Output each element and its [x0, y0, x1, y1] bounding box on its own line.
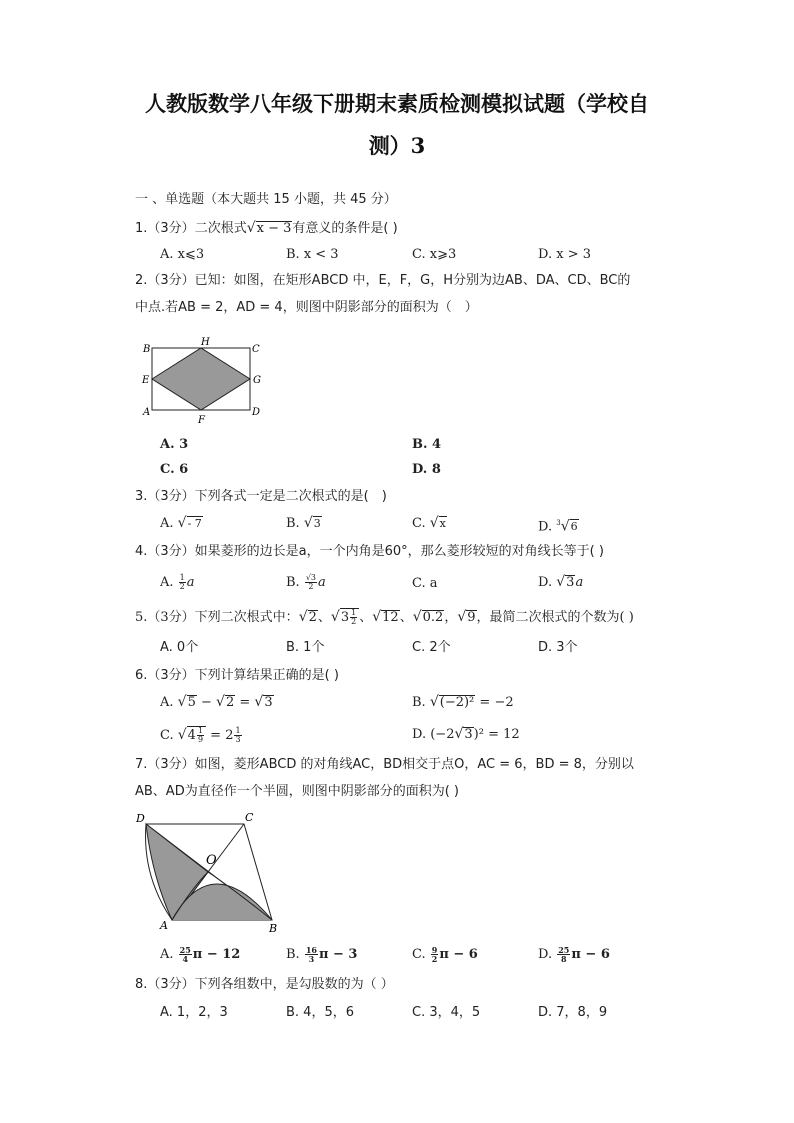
question-6: 6.（3分）下列计算结果正确的是( ): [135, 668, 339, 683]
q8-option-c[interactable]: C. 3，4，5: [412, 1005, 481, 1020]
prefix: C.: [412, 947, 430, 962]
q3-d-prefix: D.: [538, 519, 557, 535]
q5-r2-fraction: [350, 609, 357, 626]
q2-option-a[interactable]: A. 3: [160, 437, 189, 452]
prefix: D.: [538, 947, 557, 962]
q7-option-d[interactable]: [538, 946, 610, 963]
radicand: 2: [225, 695, 235, 710]
q1-option-b[interactable]: B. x < 3: [286, 247, 339, 262]
radicand: [187, 726, 206, 744]
denominator: 2: [179, 582, 185, 591]
page-title-line-1: 人教版数学八年级下册期末素质检测模拟试题（学校自: [145, 91, 649, 116]
q5-option-c[interactable]: C. 2个: [412, 640, 451, 655]
q5-post: ，最简二次根式的个数为( ): [476, 610, 634, 625]
equals: =: [235, 695, 255, 710]
q6-d-post: )² = 12: [473, 727, 520, 742]
numerator: 16: [305, 945, 317, 955]
q1-option-c[interactable]: C. x⩾3: [412, 247, 457, 262]
q6-a-prefix: A.: [160, 695, 178, 710]
sqrt-symbol: √: [177, 727, 187, 743]
q3-b-prefix: B.: [286, 516, 304, 531]
sqrt-symbol: √: [429, 515, 439, 531]
q4-d-prefix: D.: [538, 575, 557, 590]
q5-radical-4: 0.2: [422, 610, 444, 625]
radicand: 5: [187, 695, 196, 710]
q4-a-var: a: [186, 575, 195, 590]
q2-option-d[interactable]: D. 8: [412, 462, 441, 477]
q6-option-b[interactable]: [412, 694, 514, 711]
numerator: 25: [558, 945, 570, 955]
q1-post: 有意义的条件是( ): [292, 221, 398, 236]
radicand: (−2)²: [439, 695, 475, 710]
radicand: 3: [464, 727, 473, 742]
sqrt-symbol: √: [246, 220, 256, 236]
question-2-line-1: 2.（3分）已知：如图，在矩形ABCD 中，E，F，G，H分别为边AB、DA、CD、BC的: [135, 273, 631, 288]
denominator: 3: [308, 954, 315, 964]
label-e: E: [142, 375, 150, 386]
minus: −: [196, 695, 217, 710]
q2-option-c[interactable]: C. 6: [160, 462, 189, 477]
q6-option-d[interactable]: [412, 726, 520, 743]
sqrt-symbol: √: [372, 609, 382, 625]
post: π − 3: [318, 947, 358, 962]
sqrt-symbol: √: [177, 694, 187, 710]
q6-b-post: = −2: [475, 695, 514, 710]
q3-option-a[interactable]: [160, 515, 203, 532]
fraction: [305, 946, 318, 963]
question-2-line-2: 中点.若AB = 2，AD = 4，则图中阴影部分的面积为（ ）: [135, 300, 478, 315]
numerator: √3: [305, 573, 317, 582]
question-7-line-1: 7.（3分）如图，菱形ABCD 的对角线AC，BD相交于点O，AC = 6，BD = 8，分别以: [135, 757, 634, 772]
numerator: 1: [179, 573, 185, 582]
fraction: [179, 946, 192, 963]
section-heading: 一 、单选题（本大题共 15 小题，共 45 分）: [135, 192, 397, 207]
q3-a-prefix: A.: [160, 516, 178, 531]
q3-option-d[interactable]: [538, 515, 579, 535]
label-f: F: [198, 415, 205, 426]
numerator: 1: [235, 726, 241, 735]
q5-r2-int: 3: [340, 610, 350, 625]
q3-d-index: 3: [556, 519, 561, 527]
sqrt-symbol: √: [457, 609, 467, 625]
q8-option-d[interactable]: D. 7，8，9: [538, 1005, 608, 1020]
sqrt-symbol: √: [303, 515, 313, 531]
prefix: B.: [286, 947, 304, 962]
numerator: 1: [197, 726, 204, 735]
q5-radical-5: 9: [467, 610, 476, 625]
q7-option-c[interactable]: [412, 946, 478, 963]
post: π − 12: [192, 947, 241, 962]
label-d: D: [252, 407, 261, 418]
denominator: 2: [351, 617, 357, 626]
q1-option-a[interactable]: A. x⩽3: [160, 247, 205, 262]
fraction: [431, 946, 439, 963]
fraction: [557, 946, 570, 963]
q7-option-a[interactable]: [160, 946, 240, 963]
question-7-line-2: AB、AD为直径作一个半圆，则图中阴影部分的面积为( ): [135, 784, 459, 799]
post: π − 6: [439, 947, 478, 962]
q3-option-c[interactable]: [412, 515, 447, 532]
sqrt-symbol: √: [216, 694, 225, 710]
label-c: C: [252, 344, 260, 355]
q5-option-b[interactable]: B. 1个: [286, 640, 325, 655]
label-g: G: [253, 375, 261, 386]
q1-pre: 二次根式: [194, 221, 247, 236]
q6-b-prefix: B.: [412, 695, 430, 710]
fraction: [197, 727, 204, 744]
question-1: [135, 220, 398, 237]
q5-option-d[interactable]: D. 3个: [538, 640, 578, 655]
denominator: 9: [197, 735, 204, 744]
q4-option-d[interactable]: [538, 574, 583, 591]
q7-option-b[interactable]: [286, 946, 357, 963]
q2-rectangle-figure: [140, 336, 270, 428]
label-h: H: [201, 337, 210, 348]
question-8: 8.（3分）下列各组数中，是勾股数的为（ ）: [135, 977, 394, 992]
q5-radical-1: 2: [308, 610, 317, 625]
q4-option-b[interactable]: [286, 574, 326, 591]
separator: 、: [359, 610, 373, 625]
q4-b-var: a: [318, 575, 326, 590]
label-o: O: [206, 853, 217, 868]
page-title-line-2: 测）3: [368, 133, 426, 158]
equals: = 2: [206, 728, 234, 743]
q6-option-a[interactable]: [160, 694, 274, 711]
q8-option-b[interactable]: B. 4，5，6: [286, 1005, 354, 1020]
q3-a-radicand: - 7: [187, 517, 202, 530]
q4-b-fraction: [305, 574, 317, 591]
sqrt-symbol: √: [412, 609, 422, 625]
q1-option-d[interactable]: D. x > 3: [538, 247, 591, 262]
radicand: 3: [264, 695, 273, 710]
q6-d-prefix: D. (−2: [412, 727, 455, 742]
sqrt-symbol: √: [298, 609, 308, 625]
question-4: 4.（3分）如果菱形的边长是a，一个内角是60°，那么菱形较短的对角线长等于( ): [135, 544, 604, 559]
denominator: 3: [235, 735, 241, 744]
q4-b-prefix: B.: [286, 575, 304, 590]
q3-c-radicand: x: [439, 517, 446, 530]
sqrt-symbol: √: [177, 515, 187, 531]
q4-d-var: a: [575, 575, 584, 590]
q3-b-radicand: 3: [313, 517, 321, 530]
q8-option-a[interactable]: A. 1，2，3: [160, 1005, 228, 1020]
label-b: B: [143, 344, 151, 355]
q5-option-a[interactable]: A. 0个: [160, 640, 199, 655]
separator: 、: [399, 610, 413, 625]
q6-c-prefix: C.: [160, 728, 178, 743]
numerator: 25: [179, 945, 191, 955]
q1-radicand: x − 3: [256, 221, 292, 236]
q7-rhombus-figure: [132, 808, 282, 938]
q3-c-prefix: C.: [412, 516, 430, 531]
sqrt-symbol: √: [454, 726, 464, 742]
post: π − 6: [571, 947, 610, 962]
sqrt-symbol: √: [560, 518, 570, 535]
denominator: 2: [431, 954, 438, 964]
sqrt-symbol: √: [429, 694, 439, 710]
q5-pre: 5.（3分）下列二次根式中：: [135, 610, 299, 625]
separator: ，: [444, 610, 458, 625]
numerator: 1: [351, 608, 357, 617]
q3-d-radicand: 6: [570, 520, 578, 534]
q2-option-b[interactable]: B. 4: [412, 437, 442, 452]
label-a: A: [160, 919, 168, 932]
q4-option-c[interactable]: C. a: [412, 576, 438, 591]
q4-option-a[interactable]: [160, 574, 195, 591]
q4-a-prefix: A.: [160, 575, 178, 590]
shaded-rhombus: [152, 348, 250, 410]
numerator: 9: [431, 945, 438, 955]
prefix: A.: [160, 947, 178, 962]
question-3: 3.（3分）下列各式一定是二次根式的是( ): [135, 489, 387, 504]
denominator: 4: [182, 954, 189, 964]
denominator: 2: [308, 582, 314, 591]
label-d: D: [136, 812, 145, 825]
q6-option-c[interactable]: [160, 726, 243, 744]
q1-number: 1.（3分）: [135, 221, 195, 236]
denominator: 8: [561, 954, 567, 964]
sqrt-symbol: √: [330, 609, 340, 625]
q3-option-b[interactable]: [286, 515, 322, 532]
int-part: 4: [187, 728, 196, 743]
q4-a-fraction: [179, 574, 186, 591]
label-a: A: [143, 407, 151, 418]
label-b: B: [269, 922, 278, 935]
sqrt-symbol: √: [254, 694, 264, 710]
q5-radical-2: [340, 608, 359, 626]
sqrt-symbol: √: [556, 574, 566, 590]
separator: 、: [317, 610, 331, 625]
q4-d-radicand: 3: [566, 575, 575, 590]
q5-radical-3: 12: [382, 610, 399, 625]
question-5: [135, 608, 634, 626]
label-c: C: [245, 811, 254, 824]
fraction: [234, 727, 241, 744]
